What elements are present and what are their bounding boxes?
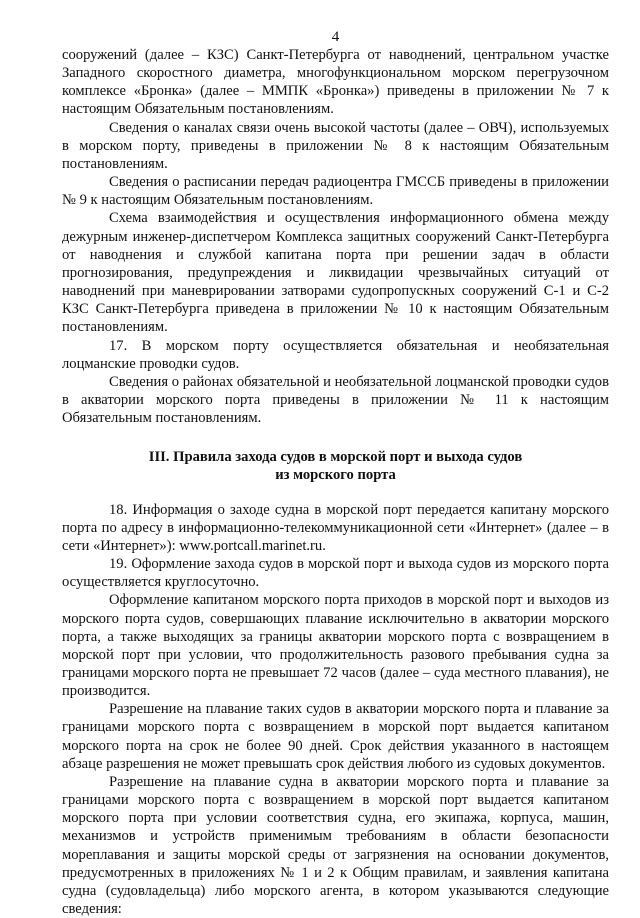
paragraph-pilotage-areas: Сведения о районах обязательной и необязательной лоцманской проводки судов в акватории морского порта приведены в приложении № 11 к настоящим Обязательным постановлениям.	[62, 373, 609, 427]
document-page	[62, 0, 609, 918]
section-heading-line-1: III. Правила захода судов в морской порт и выхода судов	[148, 449, 523, 466]
section-heading-line-2: из морского порта	[275, 467, 396, 484]
document-body	[62, 46, 609, 918]
paragraph-19-clearance: 19. Оформление захода судов в морской порт и выхода судов из морского порта осуществляется круглосуточно.	[62, 556, 609, 591]
paragraph-18-arrival-info: 18. Информация о заходе судна в морской порт передается капитану морского порта по адресу в информационно-телекоммуникационной сети «Интернет» (далее – в сети «Интернет»): www.portcall.marinet.ru.	[62, 501, 609, 554]
paragraph-ovch-channels: Сведения о каналах связи очень высокой частоты (далее – ОВЧ), используемых в морском порту, приведены в приложении № 8 к настоящим Обязательным постановлениям.	[62, 119, 609, 172]
section-heading	[62, 448, 609, 484]
paragraph-gmssb-schedule: Сведения о расписании передач радиоцентра ГМССБ приведены в приложении № 9 к настоящим Обязательным постановлениям.	[62, 174, 609, 209]
paragraph-permit-conditions: Разрешение на плавание судна в акватории морского порта и плавание за границами морского порта с возвращением в морской порт выдается капитаном морского порта при условии соответствия судна, его экипажа, корпуса, машин, механизмов и устройств применимым требованиям в области безопасности мореплавания и защиты морской среды от загрязнения на основании документов, предусмотренных в приложениях № 1 и 2 к Общим правилам, и заявления капитана судна (судовладельца) либо морского агента, в котором указываются следующие сведения:	[62, 773, 609, 918]
page-number: 4	[331, 29, 340, 45]
paragraph-local-navigation: Оформление капитаном морского порта приходов в морской порт и выходов из морского порта судов, совершающих плавание исключительно в акватории морского порта, а также выходящих за границы акватории морского порта с возвращением в морской порт при условии, что продолжительность разового пребывания судна за границами морского порта не превышает 72 часов (далее – суда местного плавания), не производится.	[62, 592, 609, 700]
paragraph-kzs-continuation: сооружений (далее – КЗС) Санкт-Петербурга от наводнений, центральном участке Западного скоростного диаметра, многофункциональном морском перегрузочном комплексе «Бронка» (далее – ММПК «Бронка») приведены в приложении № 7 к настоящим Обязательным постановлениям.	[62, 47, 609, 118]
paragraph-17-pilotage: 17. В морском порту осуществляется обязательная и необязательная лоцманские проводки судов.	[62, 337, 609, 372]
paragraph-permit-90-days: Разрешение на плавание таких судов в акватории морского порта и плавание за границами морского порта с возвращением в морской порт выдается капитаном морского порта на срок не более 90 дней. Срок действия указанного в настоящем абзаце разрешения не может превышать срок действия любого из судовых документов.	[62, 701, 609, 772]
paragraph-interaction-scheme: Схема взаимодействия и осуществления информационного обмена между дежурным инженер-диспетчером Комплекса защитных сооружений Санкт-Петербурга от наводнения и службой капитана порта при решении задач в области прогнозирования, предупреждения и ликвидации чрезвычайных ситуаций от наводнений при маневрировании затворами судопропускных сооружений С-1 и С-2 КЗС Санкт-Петербурга приведена в приложении № 10 к настоящим Обязательным постановлениям.	[62, 210, 609, 336]
